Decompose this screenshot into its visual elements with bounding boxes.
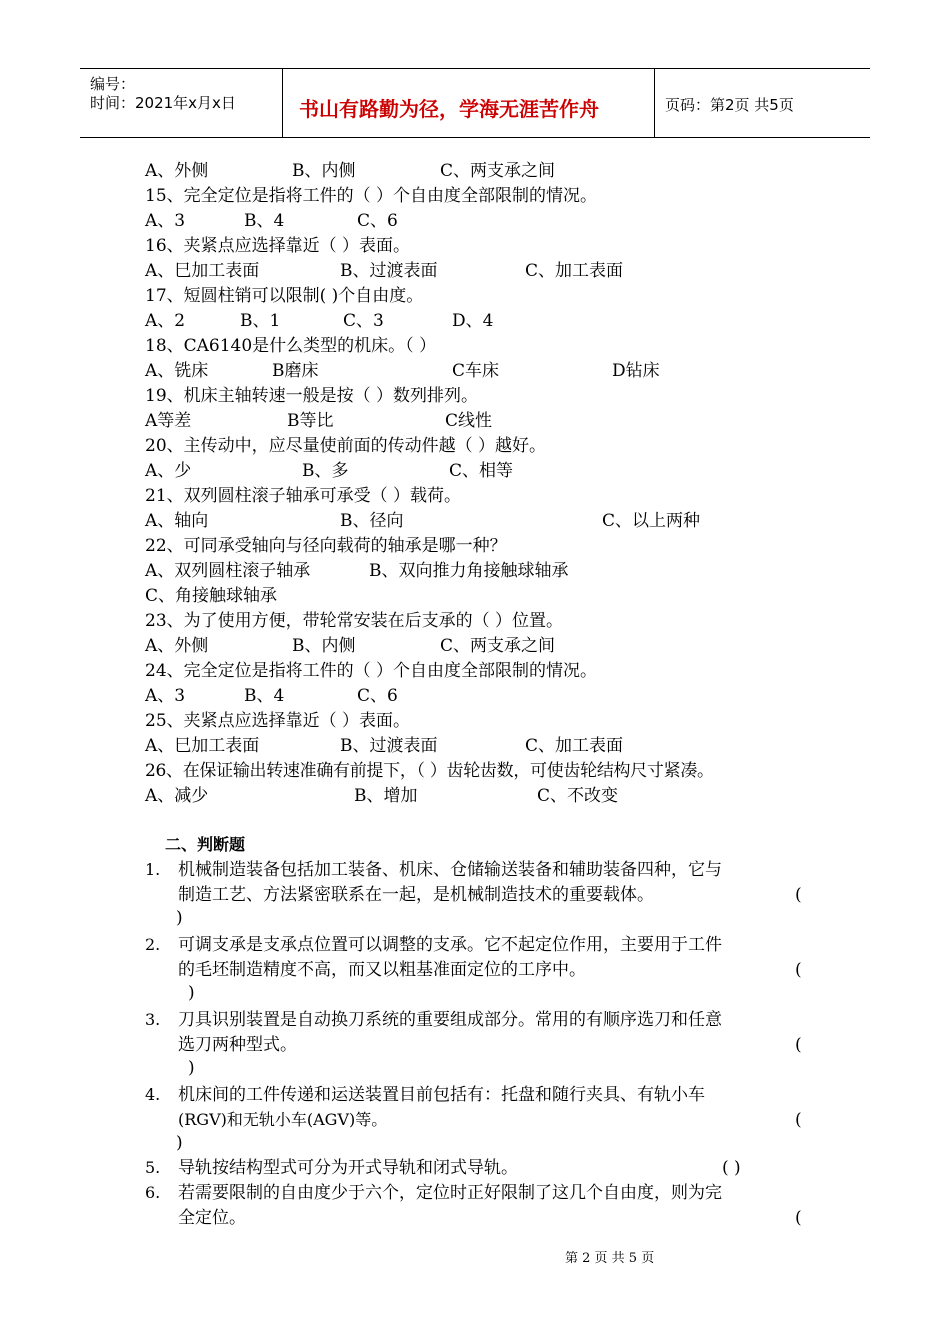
question-19: 19、机床主轴转速一般是按（ ）数列排列。	[145, 386, 479, 406]
option-b: B、1	[240, 311, 281, 331]
option-a: A、外侧	[145, 161, 209, 181]
item-number: 5.	[145, 1158, 161, 1177]
answer-bracket: (	[795, 1208, 802, 1228]
answer-bracket: ( )	[722, 1158, 741, 1178]
option-c: C、6	[357, 211, 398, 231]
question-24: 24、完全定位是指将工件的（ ）个自由度全部限制的情况。	[145, 661, 598, 681]
question-22: 22、可同承受轴向与径向载荷的轴承是哪一种？	[145, 536, 507, 556]
question-16: 16、夹紧点应选择靠近（ ）表面。	[145, 236, 411, 256]
answer-bracket: (	[795, 1035, 802, 1055]
option-c: C、6	[357, 686, 398, 706]
option-a: A、双列圆柱滚子轴承	[145, 561, 311, 581]
option-c: C线性	[445, 411, 493, 431]
option-b: B、内侧	[292, 636, 356, 656]
question-26: 26、在保证输出转速准确有前提下，（ ）齿轮齿数，可使齿轮结构尺寸紧凑。	[145, 761, 714, 781]
answer-bracket: )	[176, 908, 183, 928]
option-b: B、内侧	[292, 161, 356, 181]
option-b: B、4	[244, 686, 285, 706]
option-a: A、3	[145, 686, 186, 706]
item-number: 4.	[145, 1085, 161, 1104]
option-c: C、以上两种	[602, 511, 701, 531]
item-text: 选刀两种型式。	[178, 1035, 297, 1055]
item-text: (RGV)和无轨小车(AGV)等。	[178, 1110, 388, 1129]
question-15: 15、完全定位是指将工件的（ ）个自由度全部限制的情况。	[145, 186, 598, 206]
page-header	[80, 68, 870, 138]
option-a: A、轴向	[145, 511, 209, 531]
option-a: A、3	[145, 211, 186, 231]
option-a: A、外侧	[145, 636, 209, 656]
header-right-cell	[654, 69, 871, 137]
question-23: 23、为了使用方便，带轮常安装在后支承的（ ）位置。	[145, 611, 564, 631]
header-center-cell	[283, 69, 654, 137]
option-c: C、加工表面	[525, 261, 624, 281]
option-b: B、径向	[340, 511, 404, 531]
motto: 书山有路勤为径，学海无涯苦作舟	[299, 97, 599, 121]
option-c: C、角接触球轴承	[145, 586, 278, 606]
item-text: 导轨按结构型式可分为开式导轨和闭式导轨。	[178, 1158, 518, 1178]
question-25: 25、夹紧点应选择靠近（ ）表面。	[145, 711, 411, 731]
option-b: B、4	[244, 211, 285, 231]
option-c: C、3	[343, 311, 384, 331]
option-b: B、多	[302, 461, 349, 481]
option-c: C、相等	[449, 461, 514, 481]
item-text: 若需要限制的自由度少于六个，定位时正好限制了这几个自由度，则为完	[178, 1183, 722, 1203]
page-number: 页码：第2页 共5页	[665, 96, 794, 114]
option-b: B磨床	[272, 361, 319, 381]
option-a: A、巳加工表面	[145, 736, 260, 756]
answer-bracket: (	[795, 885, 802, 905]
option-c: C、不改变	[537, 786, 619, 806]
option-a: A等差	[145, 411, 192, 431]
option-c: C车床	[452, 361, 500, 381]
item-number: 2.	[145, 935, 161, 954]
answer-bracket: (	[795, 1110, 802, 1130]
answer-bracket: )	[188, 983, 195, 1003]
option-c: C、加工表面	[525, 736, 624, 756]
question-17: 17、短圆柱销可以限制( )个自由度。	[145, 286, 424, 306]
item-text: 机械制造装备包括加工装备、机床、仓储输送装备和辅助装备四种，它与	[178, 860, 722, 880]
item-number: 3.	[145, 1010, 161, 1029]
date-text: 时间：2021年x月x日	[90, 94, 236, 112]
option-a: A、2	[145, 311, 186, 331]
option-a: A、铣床	[145, 361, 209, 381]
option-c: C、两支承之间	[440, 636, 556, 656]
header-left-cell	[80, 69, 283, 137]
option-d: D钻床	[612, 361, 660, 381]
option-a: A、少	[145, 461, 192, 481]
page-footer: 第 2 页 共 5 页	[565, 1251, 655, 1266]
section-title: 二、判断题	[165, 835, 246, 854]
item-text: 的毛坯制造精度不高，而又以粗基准面定位的工序中。	[178, 960, 586, 980]
option-d: D、4	[452, 311, 494, 331]
question-21: 21、双列圆柱滚子轴承可承受（ ）载荷。	[145, 486, 462, 506]
option-b: B、双向推力角接触球轴承	[369, 561, 569, 581]
option-b: B、过渡表面	[340, 736, 438, 756]
option-a: A、减少	[145, 786, 209, 806]
item-number: 1.	[145, 860, 161, 879]
question-18: 18、CA6140是什么类型的机床。（ ）	[145, 336, 437, 356]
option-b: B等比	[287, 411, 334, 431]
option-c: C、两支承之间	[440, 161, 556, 181]
serial-label: 编号：	[90, 75, 136, 93]
item-text: 可调支承是支承点位置可以调整的支承。它不起定位作用，主要用于工件	[178, 935, 722, 955]
answer-bracket: (	[795, 960, 802, 980]
question-20: 20、主传动中，应尽量使前面的传动件越（ ）越好。	[145, 436, 547, 456]
item-number: 6.	[145, 1183, 161, 1202]
answer-bracket: )	[176, 1133, 183, 1153]
answer-bracket: )	[188, 1058, 195, 1078]
option-b: B、过渡表面	[340, 261, 438, 281]
item-text: 机床间的工件传递和运送装置目前包括有：托盘和随行夹具、有轨小车	[178, 1085, 705, 1105]
item-text: 制造工艺、方法紧密联系在一起，是机械制造技术的重要载体。	[178, 885, 654, 905]
option-b: B、增加	[354, 786, 418, 806]
option-a: A、巳加工表面	[145, 261, 260, 281]
item-text: 刀具识别装置是自动换刀系统的重要组成部分。常用的有顺序选刀和任意	[178, 1010, 722, 1030]
item-text: 全定位。	[178, 1208, 246, 1228]
